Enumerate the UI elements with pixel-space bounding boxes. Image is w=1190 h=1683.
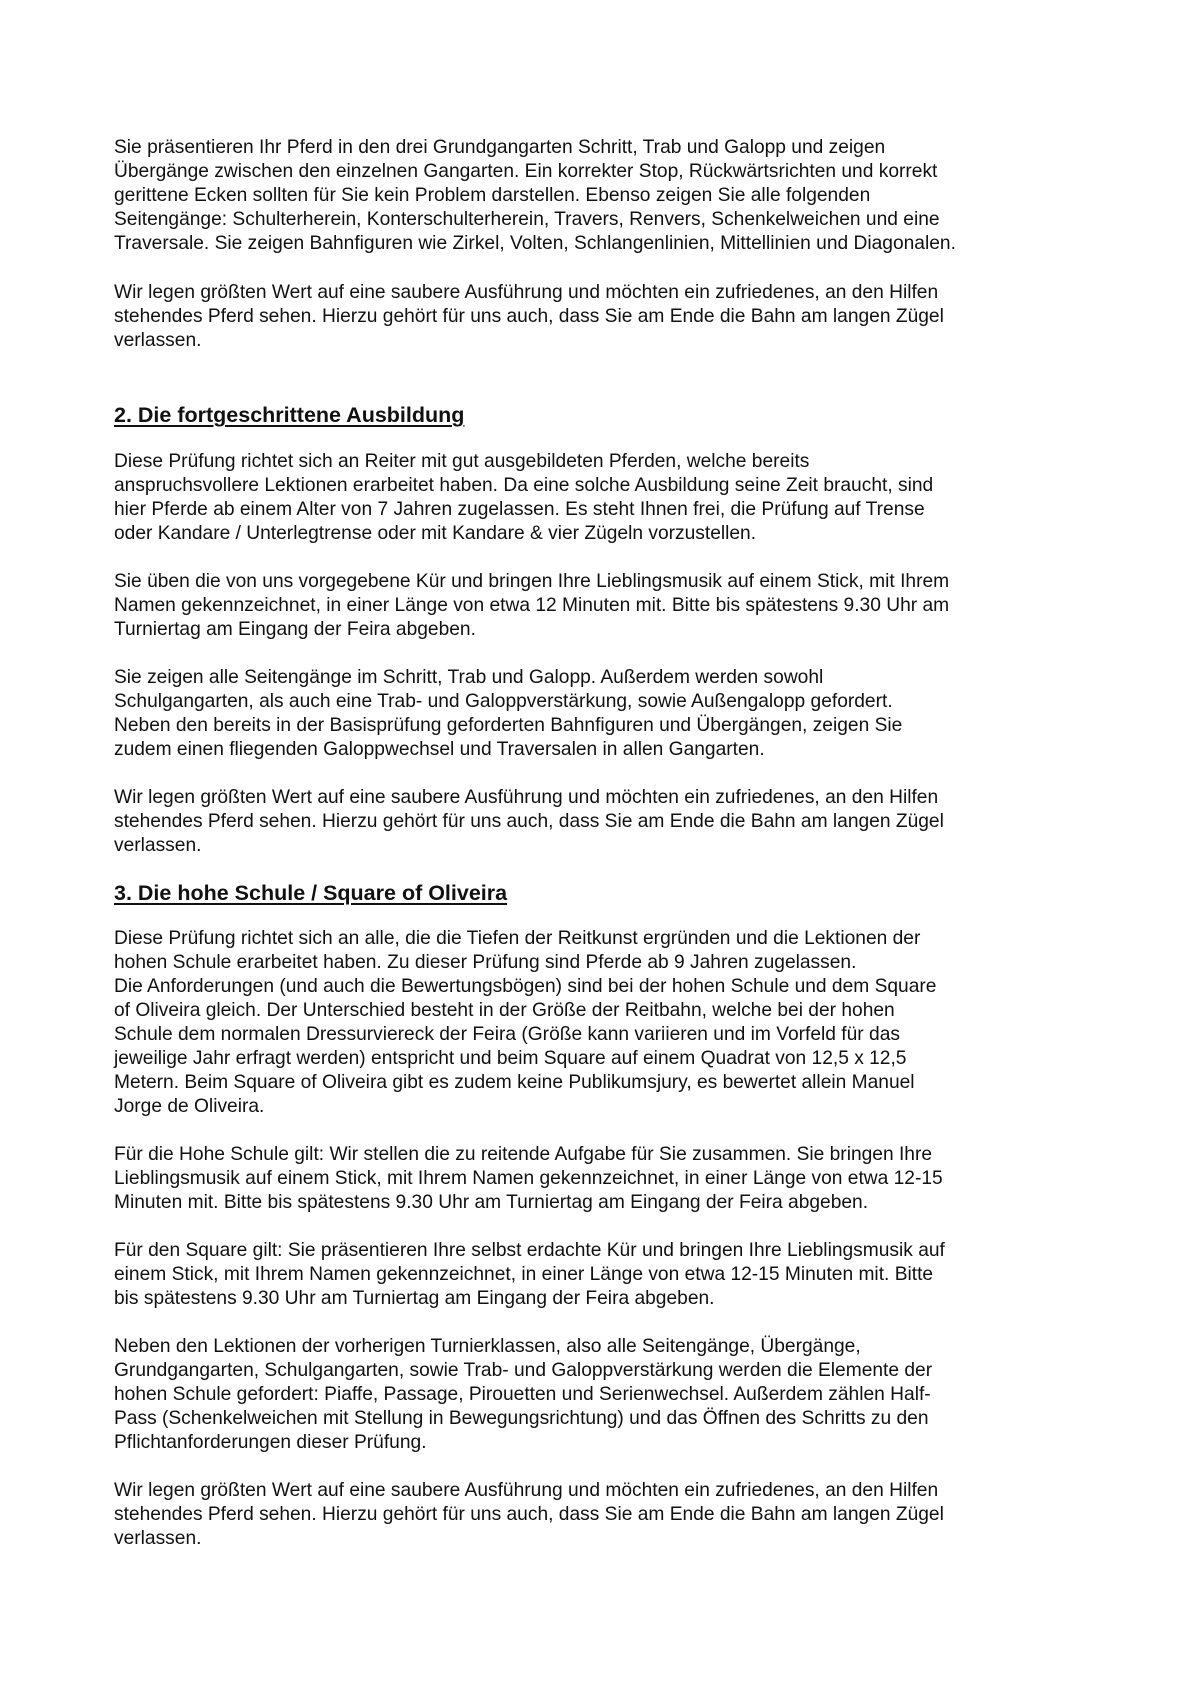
text-line: Sie üben die von uns vorgegebene Kür und bringen Ihre Lieblingsmusik auf einem Stick, mit Ihrem [114, 571, 950, 592]
paragraph [114, 666, 1094, 762]
text-line: of Oliveira gleich. Der Unterschied besteht in der Größe der Reitbahn, welche bei der hohen [114, 1000, 895, 1021]
text-line: Sie zeigen alle Seitengänge im Schritt, Trab und Galopp. Außerdem werden sowohl [114, 667, 824, 688]
text-line: Grundgangarten, Schulgangarten, sowie Trab- und Galoppverstärkung werden die Elemente der [114, 1360, 933, 1381]
text-line: Turniertag am Eingang der Feira abgeben. [114, 619, 476, 640]
text-line: Die Anforderungen (und auch die Bewertungsbögen) sind bei der hohen Schule und dem Square [114, 976, 937, 997]
text-line: Metern. Beim Square of Oliveira gibt es zudem keine Publikumsjury, es bewertet allein Manuel [114, 1072, 915, 1093]
section-heading: 2. Die fortgeschrittene Ausbildung [114, 403, 465, 427]
text-line: Sie präsentieren Ihr Pferd in den drei Grundgangarten Schritt, Trab und Galopp und zeigen [114, 137, 886, 158]
paragraph [114, 1143, 1094, 1215]
text-line: stehendes Pferd sehen. Hierzu gehört für uns auch, dass Sie am Ende die Bahn am langen Zügel [114, 306, 944, 327]
text-line: Wir legen größten Wert auf eine saubere Ausführung und möchten ein zufriedenes, an den Hilfen [114, 787, 939, 808]
paragraph [114, 570, 1094, 642]
text-line: Schule dem normalen Dressurviereck der Feira (Größe kann variieren und im Vorfeld für das [114, 1024, 900, 1045]
paragraph [114, 927, 1094, 1119]
section-heading: 3. Die hohe Schule / Square of Oliveira [114, 881, 508, 905]
text-line: Schulgangarten, als auch eine Trab- und Galoppverstärkung, sowie Außengalopp gefordert. [114, 691, 893, 712]
text-line: Diese Prüfung richtet sich an alle, die die Tiefen der Reitkunst ergründen und die Lektionen der [114, 928, 921, 949]
text-line: Neben den bereits in der Basisprüfung geforderten Bahnfiguren und Übergängen, zeigen Sie [114, 715, 903, 736]
text-line: stehendes Pferd sehen. Hierzu gehört für uns auch, dass Sie am Ende die Bahn am langen Zügel [114, 1504, 944, 1525]
text-line: Jorge de Oliveira. [114, 1096, 265, 1117]
text-line: gerittene Ecken sollten für Sie kein Problem darstellen. Ebenso zeigen Sie alle folgenden [114, 185, 871, 206]
text-line: Traversale. Sie zeigen Bahnfiguren wie Zirkel, Volten, Schlangenlinien, Mittellinien und Diagonalen. [114, 233, 956, 254]
text-line: Wir legen größten Wert auf eine saubere Ausführung und möchten ein zufriedenes, an den Hilfen [114, 1480, 939, 1501]
text-line: verlassen. [114, 835, 202, 856]
paragraph [114, 450, 1094, 546]
paragraph [114, 1239, 1094, 1311]
text-line: Namen gekennzeichnet, in einer Länge von etwa 12 Minuten mit. Bitte bis spätestens 9.30 Uhr am [114, 595, 950, 616]
text-line: Wir legen größten Wert auf eine saubere Ausführung und möchten ein zufriedenes, an den Hilfen [114, 282, 939, 303]
text-line: einem Stick, mit Ihrem Namen gekennzeichnet, in einer Länge von etwa 12-15 Minuten mit. Bitte [114, 1264, 934, 1285]
document-page [114, 136, 1094, 1551]
text-line: Seitengänge: Schulterherein, Konterschulterherein, Travers, Renvers, Schenkelweichen und eine [114, 209, 940, 230]
text-line: Lieblingsmusik auf einem Stick, mit Ihrem Namen gekennzeichnet, in einer Länge von etwa 12-15 [114, 1168, 943, 1189]
paragraph [114, 136, 1094, 256]
text-line: Diese Prüfung richtet sich an Reiter mit gut ausgebildeten Pferden, welche bereits [114, 451, 810, 472]
text-line: zudem einen fliegenden Galoppwechsel und Traversalen in allen Gangarten. [114, 739, 765, 760]
text-line: Für die Hohe Schule gilt: Wir stellen die zu reitende Aufgabe für Sie zusammen. Sie bringen Ihre [114, 1144, 933, 1165]
text-line: Übergänge zwischen den einzelnen Gangarten. Ein korrekter Stop, Rückwärtsrichten und korrekt [114, 161, 938, 182]
text-line: bis spätestens 9.30 Uhr am Turniertag am Eingang der Feira abgeben. [114, 1288, 715, 1309]
text-line: verlassen. [114, 1528, 202, 1549]
text-line: Für den Square gilt: Sie präsentieren Ihre selbst erdachte Kür und bringen Ihre Lieblingsmusik auf [114, 1240, 945, 1261]
text-line: verlassen. [114, 330, 202, 351]
paragraph [114, 1479, 1094, 1551]
text-line: Neben den Lektionen der vorherigen Turnierklassen, also alle Seitengänge, Übergänge, [114, 1336, 861, 1357]
text-line: Pflichtanforderungen dieser Prüfung. [114, 1432, 427, 1453]
paragraph [114, 1335, 1094, 1455]
text-line: hohen Schule gefordert: Piaffe, Passage, Pirouetten und Serienwechsel. Außerdem zählen Half- [114, 1384, 931, 1405]
text-line: Pass (Schenkelweichen mit Stellung in Bewegungsrichtung) und das Öffnen des Schritts zu den [114, 1408, 929, 1429]
text-line: jeweilige Jahr erfragt werden) entspricht und beim Square auf einem Quadrat von 12,5 x 12,5 [114, 1048, 907, 1069]
paragraph [114, 281, 1094, 353]
text-line: oder Kandare / Unterlegtrense oder mit Kandare & vier Zügeln vorzustellen. [114, 523, 757, 544]
text-line: stehendes Pferd sehen. Hierzu gehört für uns auch, dass Sie am Ende die Bahn am langen Zügel [114, 811, 944, 832]
text-line: hohen Schule erarbeitet haben. Zu dieser Prüfung sind Pferde ab 9 Jahren zugelassen. [114, 952, 857, 973]
text-line: Minuten mit. Bitte bis spätestens 9.30 Uhr am Turniertag am Eingang der Feira abgeben. [114, 1192, 869, 1213]
text-line: anspruchsvollere Lektionen erarbeitet haben. Da eine solche Ausbildung seine Zeit braucht, sind [114, 475, 934, 496]
paragraph [114, 786, 1094, 858]
text-line: hier Pferde ab einem Alter von 7 Jahren zugelassen. Es steht Ihnen frei, die Prüfung auf Trense [114, 499, 925, 520]
